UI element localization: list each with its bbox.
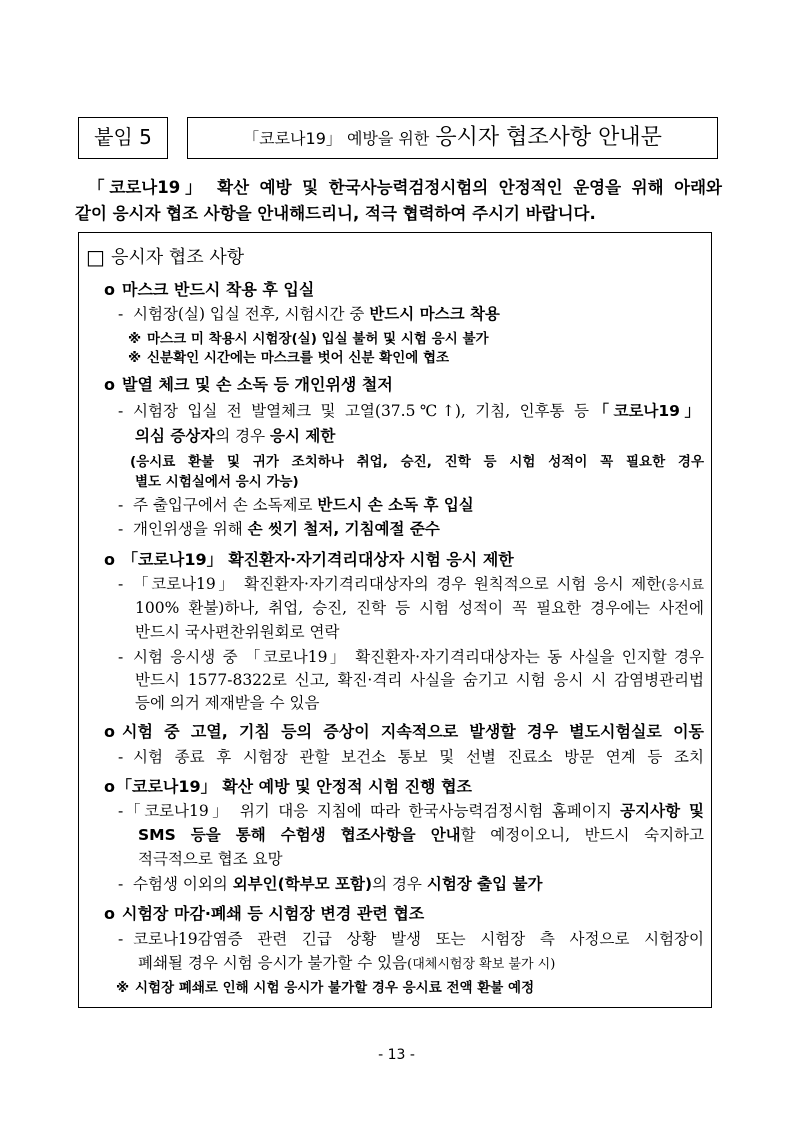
- title-box: [187, 117, 718, 159]
- restriction-item-2-line-3: 등에 의거 제재받을 수 있음: [135, 694, 320, 712]
- circle-bullet-icon: o: [104, 777, 115, 796]
- intro-line-2: 같이 응시자 협조 사항을 안내해드리니, 적극 협력하여 주시기 바랍니다.: [75, 204, 596, 223]
- hygiene-item-1-line-2: [135, 426, 335, 446]
- emphasis-segment: 의심 증상자: [135, 427, 216, 445]
- title-main: 응시자 협조사항 안내문: [435, 125, 662, 150]
- attachment-label-box: [78, 117, 168, 159]
- dash-bullet: -: [118, 748, 124, 766]
- cooperation-item-2: [133, 874, 542, 894]
- restriction-item-1-line-2: 100% 환불)하나, 취업, 승진, 진학 등 시험 성적이 꼭 필요한 경우에는 사전에: [135, 599, 704, 617]
- circle-bullet-icon: o: [104, 550, 115, 569]
- note-mark-icon: ※: [116, 980, 130, 996]
- dash-bullet: -: [118, 648, 124, 666]
- text-segment: 의 경우: [215, 427, 271, 445]
- text-segment: 주 출입구에서 손 소독제로: [133, 496, 318, 514]
- symptoms-item-1: 시험 종료 후 시험장 관할 보건소 통보 및 선별 진료소 방문 연계 등 조치: [133, 748, 704, 766]
- circle-bullet-icon: o: [104, 375, 115, 394]
- text-segment: 「코로나19」 확진환자·자기격리대상자의 경우 원칙적으로 시험 응시 제한: [133, 575, 662, 593]
- text-segment: 개인위생을 위해: [133, 520, 248, 538]
- restriction-item-1-line-3: 반드시 국사편찬위원회로 연락: [135, 623, 340, 641]
- restriction-item-1-line-1: [133, 574, 704, 594]
- cooperation-item-1-line-3: 적극적으로 협조 요망: [138, 850, 283, 868]
- page-number: - 13 -: [378, 1047, 415, 1063]
- hygiene-item-1-line-1: [133, 401, 700, 421]
- emphasis-segment: 반드시 손 소독 후 입실: [317, 496, 474, 514]
- attachment-label: 붙임 5: [94, 125, 152, 149]
- dash-bullet: -: [118, 402, 124, 420]
- hygiene-heading: 발열 체크 및 손 소독 등 개인위생 철저: [122, 375, 393, 394]
- dash-bullet: -: [118, 520, 124, 538]
- hygiene-item-3: [133, 519, 440, 539]
- hygiene-item-2: [133, 495, 474, 515]
- emphasis-segment: 시험장 출입 불가: [426, 875, 543, 893]
- text-segment: 할 예정이오니, 반드시 숙지하고: [460, 826, 704, 844]
- restriction-item-2-line-1: 시험 응시생 중 「코로나19」 확진환자·자기격리대상자는 동 사실을 인지할 경우: [133, 648, 704, 666]
- dash-bullet: -: [118, 305, 124, 323]
- mask-note-2: 신분확인 시간에는 마스크를 벗어 신분 확인에 협조: [147, 350, 450, 366]
- circle-bullet-icon: o: [104, 722, 115, 741]
- text-segment: 시험장(실) 입실 전후, 시험시간 중: [133, 305, 370, 323]
- hygiene-paren-line-2: 별도 시험실에서 응시 가능): [135, 474, 299, 490]
- circle-bullet-icon: o: [104, 280, 115, 299]
- cooperation-item-1-line-2: [138, 825, 704, 845]
- dash-bullet: -: [118, 496, 124, 514]
- emphasis-segment: 반드시 마스크 착용: [369, 305, 500, 323]
- emphasis-segment: 외부인(학부모 포함): [232, 875, 373, 893]
- closure-item-1-line-1: 코로나19감염증 관련 긴급 상황 발생 또는 시험장 측 사정으로 시험장이: [133, 930, 704, 948]
- emphasis-segment: 손 씻기 철저, 기침예절 준수: [247, 520, 440, 538]
- note-mark-icon: ※: [128, 331, 142, 347]
- section-title: 응시자 협조 사항: [111, 247, 245, 268]
- closure-heading: 시험장 마감·폐쇄 등 시험장 변경 관련 협조: [122, 904, 425, 923]
- square-bullet-icon: □: [86, 245, 105, 269]
- dash-bullet: -: [118, 930, 124, 948]
- title-prefix: 「코로나19」 예방을 위한: [243, 129, 430, 148]
- mask-note-1: 마스크 미 착용시 시험장(실) 입실 불허 및 시험 응시 불가: [147, 331, 489, 347]
- text-segment: 수험생 이외의: [133, 875, 233, 893]
- restriction-heading: 「코로나19」 확진환자·자기격리대상자 시험 응시 제한: [122, 550, 514, 569]
- note-mark-icon: ※: [128, 350, 142, 366]
- text-segment: 시험장 입실 전 발열체크 및 고열(37.5℃↑), 기침, 인후통 등: [133, 402, 589, 420]
- closure-item-1-line-2: [138, 953, 555, 973]
- mask-item-1: [133, 304, 500, 324]
- emphasis-segment: 공지사항 및: [620, 802, 704, 820]
- restriction-item-2-line-2: 반드시 1577-8322로 신고, 확진·격리 사실을 숨기고 시험 응시 시 감염병관리법: [135, 671, 704, 689]
- intro-line-1: 「코로나19」 확산 예방 및 한국사능력검정시험의 안정적인 운영을 위해 아래와: [88, 178, 722, 197]
- emphasis-segment: 응시 제한: [270, 427, 336, 445]
- small-text-segment: (응시료: [661, 578, 704, 593]
- dash-bullet: -: [118, 875, 124, 893]
- text-segment: 폐쇄될 경우 시험 응시가 불가할 수 있음: [138, 954, 408, 972]
- text-segment: 「코로나19」 위기 대응 지침에 따라 한국사능력검정시험 홈페이지: [125, 802, 621, 820]
- mask-heading: 마스크 반드시 착용 후 입실: [122, 280, 315, 299]
- cooperation-item-1-line-1: [125, 801, 704, 821]
- hygiene-paren-line-1: (응시료 환불 및 귀가 조치하나 취업, 승진, 진학 등 시험 성적이 꼭 필요한 경우: [130, 454, 704, 470]
- symptoms-heading: 시험 중 고열, 기침 등의 증상이 지속적으로 발생할 경우 별도시험실로 이동: [122, 722, 704, 741]
- emphasis-segment: SMS 등을 통해 수험생 협조사항을 안내: [138, 826, 461, 844]
- text-segment: 의 경우: [372, 875, 427, 893]
- circle-bullet-icon: o: [104, 904, 115, 923]
- dash-bullet: -: [118, 802, 124, 820]
- dash-bullet: -: [118, 575, 124, 593]
- cooperation-heading: 「코로나19」 확산 예방 및 안정적 시험 진행 협조: [116, 777, 473, 796]
- emphasis-segment: 「코로나19」: [588, 402, 700, 420]
- closure-note: 시험장 폐쇄로 인해 시험 응시가 불가할 경우 응시료 전액 환불 예정: [135, 980, 535, 996]
- small-text-segment: (대체시험장 확보 불가 시): [407, 957, 556, 972]
